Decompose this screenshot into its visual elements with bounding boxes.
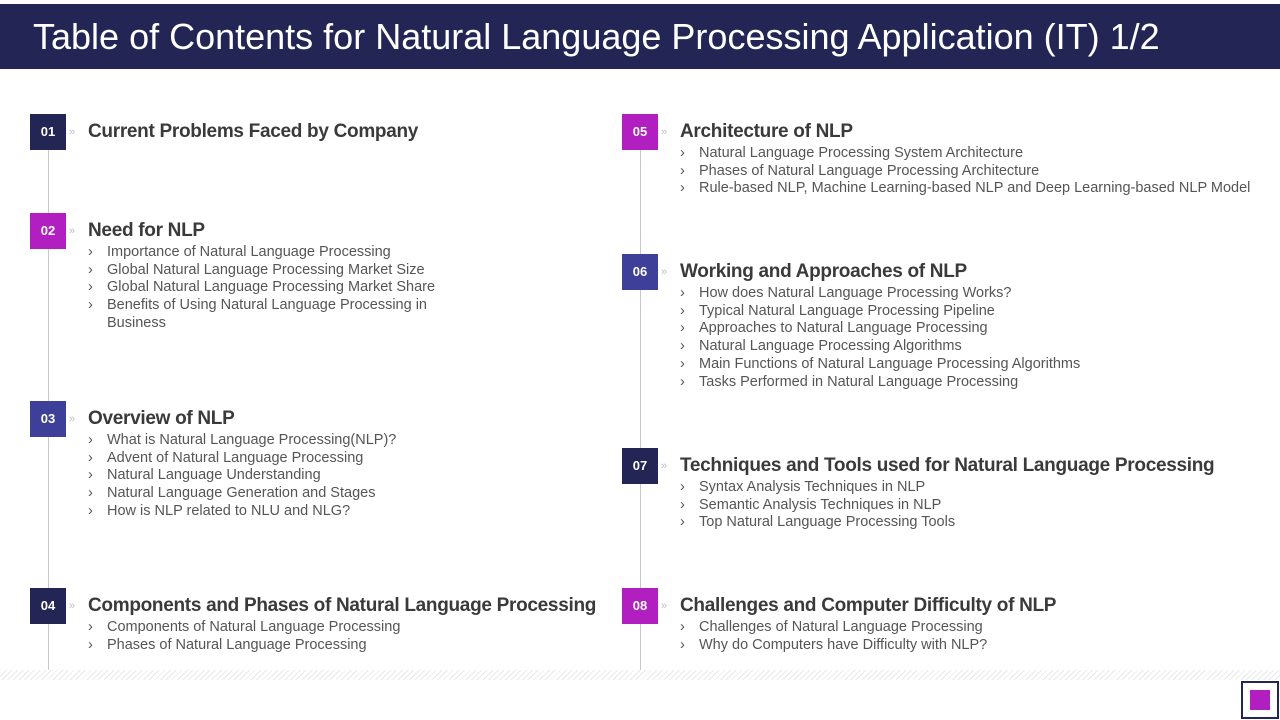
chevron-right-icon: › bbox=[88, 261, 93, 278]
chevron-right-icon: › bbox=[680, 302, 685, 319]
section-title: Current Problems Faced by Company bbox=[88, 121, 419, 142]
chevron-right-icon: › bbox=[680, 496, 685, 513]
list-item: › Benefits of Using Natural Language Processing in Business bbox=[88, 297, 427, 331]
list-item: › Natural Language Processing System Architecture bbox=[680, 145, 1024, 161]
list-item: › What is Natural Language Processing(NLP)? bbox=[88, 432, 397, 448]
list-item: › Top Natural Language Processing Tools bbox=[680, 514, 956, 531]
list-item: › Natural Language Processing Algorithms bbox=[680, 338, 962, 355]
double-chevron-icon: » bbox=[69, 600, 76, 612]
chevron-right-icon: › bbox=[88, 244, 93, 260]
section-title: Techniques and Tools used for Natural Language Processing bbox=[680, 455, 1215, 476]
list-item: › Phases of Natural Language Processing Architecture bbox=[680, 162, 1040, 179]
list-item: › Global Natural Language Processing Market Size bbox=[88, 261, 425, 278]
list-item: › Main Functions of Natural Language Processing Algorithms bbox=[680, 355, 1081, 372]
section-items bbox=[680, 285, 1260, 391]
list-item: › Approaches to Natural Language Processing bbox=[680, 320, 988, 337]
section-title: Challenges and Computer Difficulty of NLP bbox=[680, 595, 1057, 616]
chevron-right-icon: › bbox=[88, 297, 93, 314]
chevron-right-icon: › bbox=[88, 485, 93, 502]
list-item: › Semantic Analysis Techniques in NLP bbox=[680, 496, 942, 513]
chevron-right-icon: › bbox=[680, 514, 685, 531]
list-item: › How is NLP related to NLU and NLG? bbox=[88, 502, 351, 519]
section-number-badge: 04 bbox=[30, 588, 66, 624]
list-item: › Importance of Natural Language Processing bbox=[88, 244, 391, 260]
footer-hatch-strip bbox=[0, 670, 1280, 680]
chevron-right-icon: › bbox=[88, 619, 93, 635]
section-items bbox=[680, 145, 1280, 198]
chevron-right-icon: › bbox=[680, 338, 685, 355]
chevron-right-icon: › bbox=[680, 320, 685, 337]
double-chevron-icon: » bbox=[69, 126, 76, 138]
section-items bbox=[88, 432, 568, 521]
section-items bbox=[680, 479, 1260, 532]
section-items bbox=[88, 244, 448, 333]
section-title: Components and Phases of Natural Language Processing bbox=[88, 595, 597, 616]
chevron-right-icon: › bbox=[680, 355, 685, 372]
list-item: › How does Natural Language Processing Works? bbox=[680, 285, 1012, 301]
page-title: Table of Contents for Natural Language Processing Application (IT) 1/2 bbox=[0, 4, 1280, 69]
chevron-right-icon: › bbox=[88, 636, 93, 653]
list-item: › Advent of Natural Language Processing bbox=[88, 449, 364, 466]
chevron-right-icon: › bbox=[680, 373, 685, 390]
chevron-right-icon: › bbox=[680, 145, 685, 161]
section-title: Overview of NLP bbox=[88, 408, 235, 429]
list-item: › Natural Language Generation and Stages bbox=[88, 485, 376, 502]
section-number-badge: 01 bbox=[30, 114, 66, 150]
section-number-badge: 08 bbox=[622, 588, 658, 624]
chevron-right-icon: › bbox=[88, 449, 93, 466]
double-chevron-icon: » bbox=[69, 225, 76, 237]
chevron-right-icon: › bbox=[88, 467, 93, 484]
list-item: › Rule-based NLP, Machine Learning-based NLP and Deep Learning-based NLP Model bbox=[680, 180, 1251, 197]
section-items bbox=[680, 619, 1260, 654]
list-item: › Challenges of Natural Language Processing bbox=[680, 619, 983, 635]
chevron-right-icon: › bbox=[88, 502, 93, 519]
chevron-right-icon: › bbox=[88, 279, 93, 296]
list-item: › Why do Computers have Difficulty with NLP? bbox=[680, 636, 988, 653]
double-chevron-icon: » bbox=[661, 126, 668, 138]
section-title: Working and Approaches of NLP bbox=[680, 261, 967, 282]
list-item: › Tasks Performed in Natural Language Processing bbox=[680, 373, 1019, 390]
chevron-right-icon: › bbox=[88, 432, 93, 448]
list-item: › Natural Language Understanding bbox=[88, 467, 321, 484]
double-chevron-icon: » bbox=[661, 460, 668, 472]
chevron-right-icon: › bbox=[680, 636, 685, 653]
section-title: Need for NLP bbox=[88, 220, 205, 241]
section-number-badge: 06 bbox=[622, 254, 658, 290]
double-chevron-icon: » bbox=[661, 600, 668, 612]
chevron-right-icon: › bbox=[680, 180, 685, 197]
chevron-right-icon: › bbox=[680, 285, 685, 301]
section-number-badge: 02 bbox=[30, 213, 66, 249]
list-item: › Typical Natural Language Processing Pipeline bbox=[680, 302, 995, 319]
double-chevron-icon: » bbox=[661, 266, 668, 278]
list-item: › Global Natural Language Processing Market Share bbox=[88, 279, 436, 296]
section-title: Architecture of NLP bbox=[680, 121, 853, 142]
double-chevron-icon: » bbox=[69, 413, 76, 425]
section-items bbox=[88, 619, 568, 654]
list-item: › Phases of Natural Language Processing bbox=[88, 636, 367, 653]
chevron-right-icon: › bbox=[680, 162, 685, 179]
section-number-badge: 07 bbox=[622, 448, 658, 484]
corner-square-icon bbox=[1241, 681, 1279, 719]
section-number-badge: 03 bbox=[30, 401, 66, 437]
chevron-right-icon: › bbox=[680, 619, 685, 635]
list-item: › Components of Natural Language Processing bbox=[88, 619, 401, 635]
corner-square-fill bbox=[1250, 690, 1270, 710]
chevron-right-icon: › bbox=[680, 479, 685, 495]
list-item: › Syntax Analysis Techniques in NLP bbox=[680, 479, 926, 495]
section-number-badge: 05 bbox=[622, 114, 658, 150]
